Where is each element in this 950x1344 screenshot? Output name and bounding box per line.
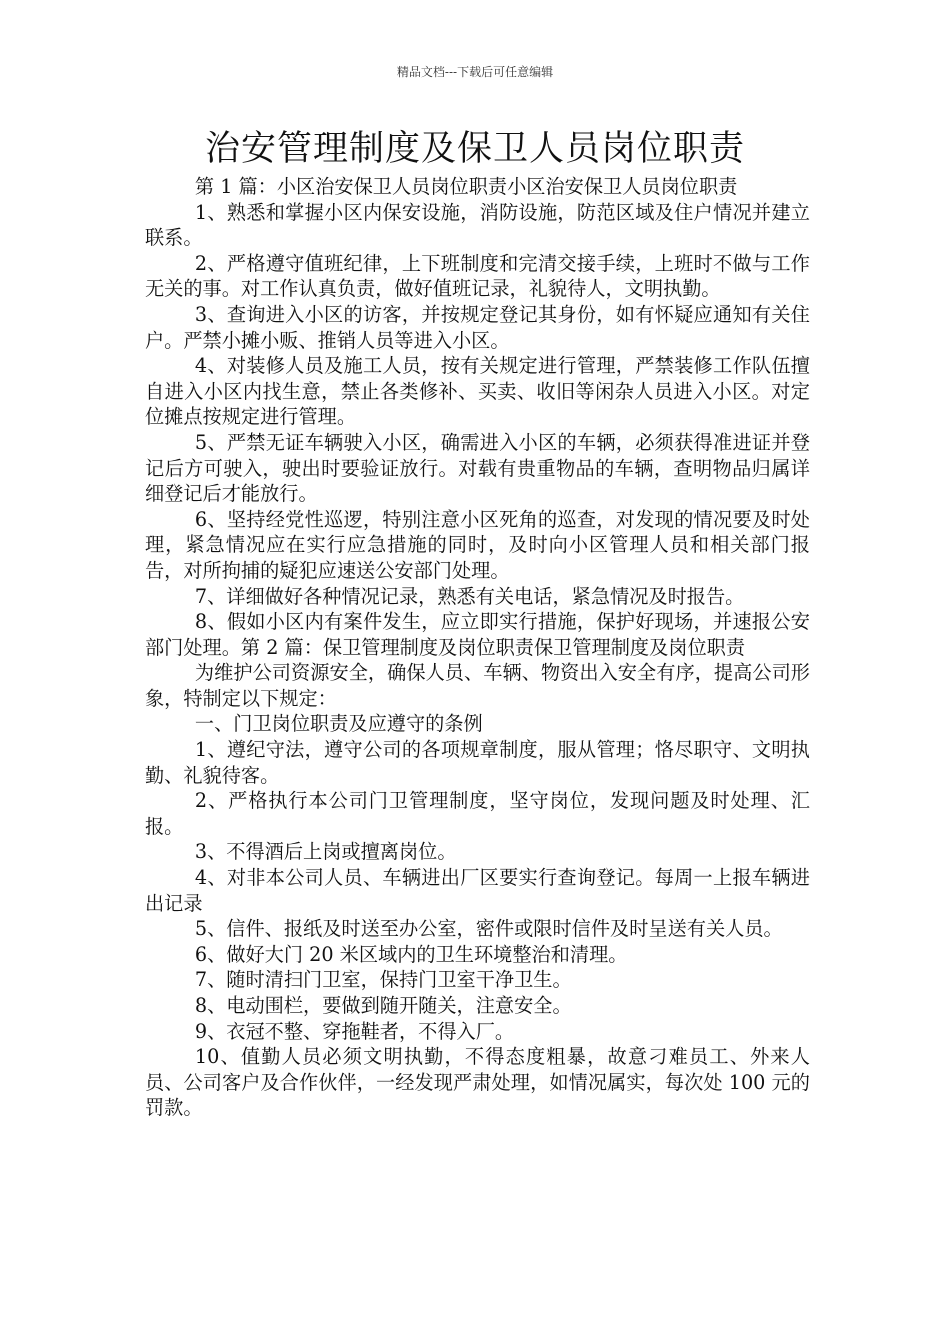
section-heading-1: 第 1 篇：小区治安保卫人员岗位职责小区治安保卫人员岗位职责 [194, 175, 738, 198]
page-header: 精品文档---下载后可任意编辑 [396, 65, 554, 79]
paragraph: 1、熟悉和掌握小区内保安设施，消防设施，防范区域及住户情况并建立联系。 [145, 200, 810, 250]
paragraph: 3、查询进入小区的访客，并按规定登记其身份，如有怀疑应通知有关住户。严禁小摊小贩、推销人员等进入小区。 [145, 302, 810, 352]
paragraph: 4、对非本公司人员、车辆进出厂区要实行查询登记。每周一上报车辆进出记录 [145, 866, 810, 915]
paragraph: 5、严禁无证车辆驶入小区，确需进入小区的车辆，必须获得准进证并登记后方可驶入，驶出时要验证放行。对载有贵重物品的车辆，查明物品归属详细登记后才能放行。 [145, 430, 810, 506]
paragraph: 9、衣冠不整、穿拖鞋者，不得入厂。 [194, 1019, 515, 1043]
paragraph: 4、对装修人员及施工人员，按有关规定进行管理，严禁装修工作队伍擅自进入小区内找生意，禁止各类修补、买卖、收旧等闲杂人员进入小区。对定位摊点按规定进行管理。 [145, 354, 810, 429]
document-body [145, 174, 810, 1121]
paragraph: 3、不得酒后上岗或擅离岗位。 [194, 840, 457, 864]
paragraph: 8、电动围栏，要做到随开随关，注意安全。 [194, 994, 572, 1017]
paragraph: 10、值勤人员必须文明执勤，不得态度粗暴，故意刁难员工、外来人员、公司客户及合作伙伴，一经发现严肃处理，如情况属实，每次处 100 元的罚款。 [145, 1045, 810, 1120]
paragraph: 6、坚持经党性巡逻，特别注意小区死角的巡查，对发现的情况要及时处理，紧急情况应在实行应急措施的同时，及时向小区管理人员和相关部门报告，对所拘捕的疑犯应速送公安部门处理。 [145, 507, 810, 582]
paragraph: 2、严格执行本公司门卫管理制度，坚守岗位，发现问题及时处理、汇报。 [145, 789, 810, 838]
document-title: 治安管理制度及保卫人员岗位职责 [204, 129, 745, 169]
paragraph: 6、做好大门 20 米区域内的卫生环境整治和清理。 [194, 942, 628, 966]
paragraph: 2、严格遵守值班纪律，上下班制度和完清交接手续，上班时不做与工作无关的事。对工作认真负责，做好值班记录，礼貌待人，文明执勤。 [145, 251, 810, 301]
paragraph: 1、遵纪守法，遵守公司的各项规章制度，服从管理；恪尽职守、文明执勤、礼貌待客。 [145, 738, 810, 787]
section-subheading: 一、门卫岗位职责及应遵守的条例 [194, 712, 483, 736]
paragraph: 7、详细做好各种情况记录，熟悉有关电话，紧急情况及时报告。 [194, 584, 745, 608]
paragraph: 7、随时清扫门卫室，保持门卫室干净卫生。 [194, 968, 572, 992]
paragraph: 8、假如小区内有案件发生，应立即实行措施，保护好现场，并速报公安部门处理。第 2 篇：保卫管理制度及岗位职责保卫管理制度及岗位职责 [145, 610, 810, 659]
paragraph: 5、信件、报纸及时送至办公室，密件或限时信件及时呈送有关人员。 [194, 917, 783, 941]
paragraph: 为维护公司资源安全，确保人员、车辆、物资出入安全有序，提高公司形象，特制定以下规定： [145, 661, 810, 710]
